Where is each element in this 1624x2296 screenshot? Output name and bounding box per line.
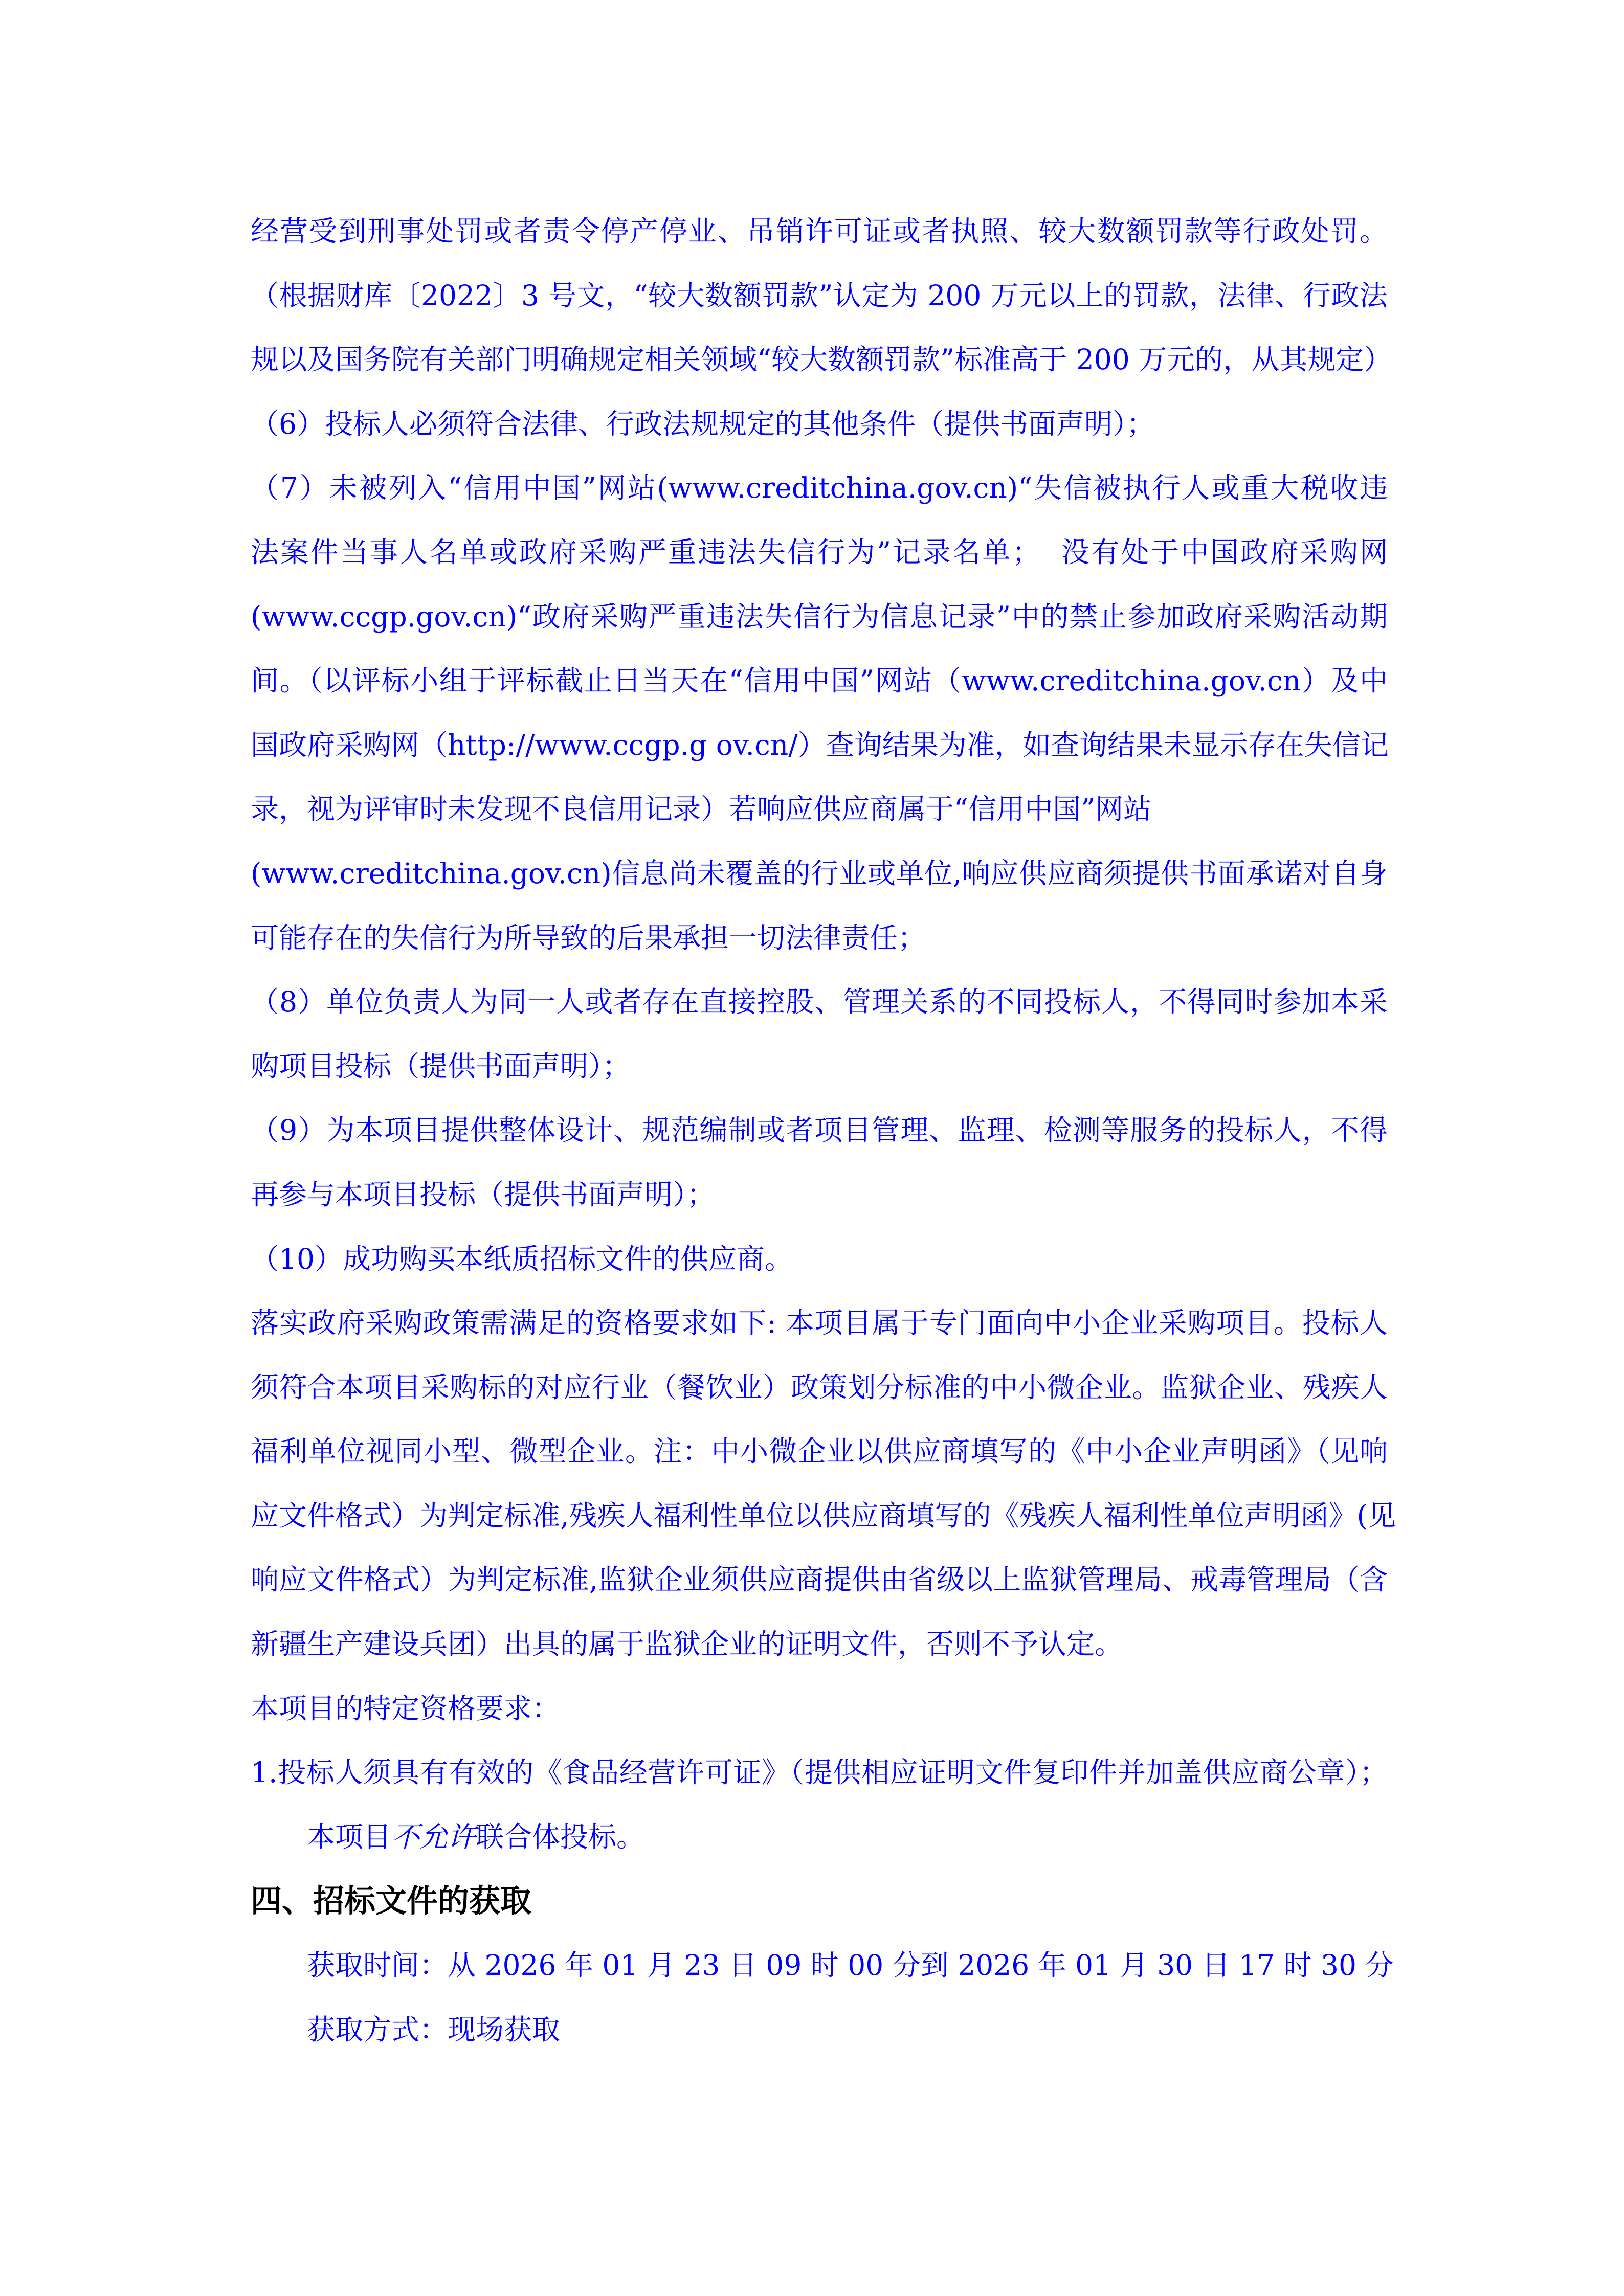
- joint-bid-notice-emphasis: 不允许: [391, 1820, 476, 1853]
- acquisition-method: [251, 1998, 1388, 2062]
- text-line: 可能存在的失信行为所导致的后果承担一切法律责任；: [251, 921, 926, 954]
- joint-bid-notice-suffix: 联合体投标。: [476, 1820, 645, 1853]
- text-line: 响应文件格式）为判定标准,监狱企业须供应商提供由省级以上监狱管理局、戒毒管理局（含: [251, 1563, 1388, 1596]
- text-line: 福利单位视同小型、微型企业。注：中小微企业以供应商填写的《中小企业声明函》（见响: [251, 1435, 1388, 1468]
- text-line: 规以及国务院有关部门明确规定相关领域“较大数额罚款”标准高于 200 万元的，从其规定）: [251, 343, 1392, 376]
- text-line: （10）成功购买本纸质招标文件的供应商。: [251, 1242, 793, 1275]
- acquisition-time: [251, 1933, 1394, 1998]
- text-line: 经营受到刑事处罚或者责令停产停业、吊销许可证或者执照、较大数额罚款等行政处罚。: [251, 215, 1388, 247]
- text-line: 应文件格式）为判定标准,残疾人福利性单位以供应商填写的《残疾人福利性单位声明函》(见: [251, 1499, 1396, 1532]
- acquisition-time-label: 获取时间：: [307, 1949, 448, 1982]
- text-line: 法案件当事人名单或政府采购严重违法失信行为”记录名单； 没有处于中国政府采购网: [251, 535, 1388, 569]
- text-line: 1.投标人须具有有效的《食品经营许可证》（提供相应证明文件复印件并加盖供应商公章）；: [251, 1756, 1388, 1789]
- acquisition-time-value: 从 2026 年 01 月 23 日 09 时 00 分到 2026 年 01 月 30 日 17 时 30 分: [448, 1949, 1394, 1982]
- text-line: （8）单位负责人为同一人或者存在直接控股、管理关系的不同投标人，不得同时参加本采: [251, 985, 1388, 1019]
- section-heading: 四、招标文件的获取: [251, 1883, 532, 1920]
- text-line: 本项目的特定资格要求：: [251, 1692, 561, 1725]
- text-line: (www.creditchina.gov.cn)信息尚未覆盖的行业或单位,响应供应商须提供书面承诺对自身: [251, 857, 1388, 890]
- text-line: 落实政府采购政策需满足的资格要求如下: 本项目属于专门面向中小企业采购项目。投标人: [251, 1307, 1388, 1340]
- text-line: 再参与本项目投标（提供书面声明）；: [251, 1178, 715, 1211]
- text-line: 国政府采购网（http://www.ccgp.g ov.cn/）查询结果为准，如查询结果未显示存在失信记: [251, 728, 1389, 761]
- text-line: 录，视为评审时未发现不良信用记录）若响应供应商属于“信用中国”网站: [251, 793, 1152, 826]
- text-line: （6）投标人必须符合法律、行政法规规定的其他条件（提供书面声明）；: [251, 407, 1155, 440]
- joint-bid-notice: [251, 1805, 1388, 1870]
- text-line: 须符合本项目采购标的对应行业（餐饮业）政策划分标准的中小微企业。监狱企业、残疾人: [251, 1370, 1388, 1404]
- text-line: 新疆生产建设兵团）出具的属于监狱企业的证明文件，否则不予认定。: [251, 1628, 1123, 1661]
- text-line: （7）未被列入“信用中国”网站(www.creditchina.gov.cn)“失信被执行人或重大税收违: [251, 471, 1388, 505]
- text-line: （9）为本项目提供整体设计、规范编制或者项目管理、监理、检测等服务的投标人，不得: [251, 1114, 1388, 1147]
- acquisition-method-value: 现场获取: [448, 2013, 561, 2046]
- joint-bid-notice-prefix: 本项目: [307, 1820, 392, 1853]
- text-line: 购项目投标（提供书面声明）；: [251, 1049, 631, 1083]
- text-line: （根据财库〔2022〕3 号文，“较大数额罚款”认定为 200 万元以上的罚款，法律、行政法: [251, 279, 1388, 312]
- text-line: (www.ccgp.gov.cn)“政府采购严重违法失信行为信息记录”中的禁止参加政府采购活动期: [251, 600, 1388, 633]
- acquisition-method-label: 获取方式：: [307, 2013, 448, 2046]
- text-line: 间。（以评标小组于评标截止日当天在“信用中国”网站（www.creditchina.gov.cn）及中: [251, 664, 1388, 697]
- document-body: [251, 199, 1396, 2062]
